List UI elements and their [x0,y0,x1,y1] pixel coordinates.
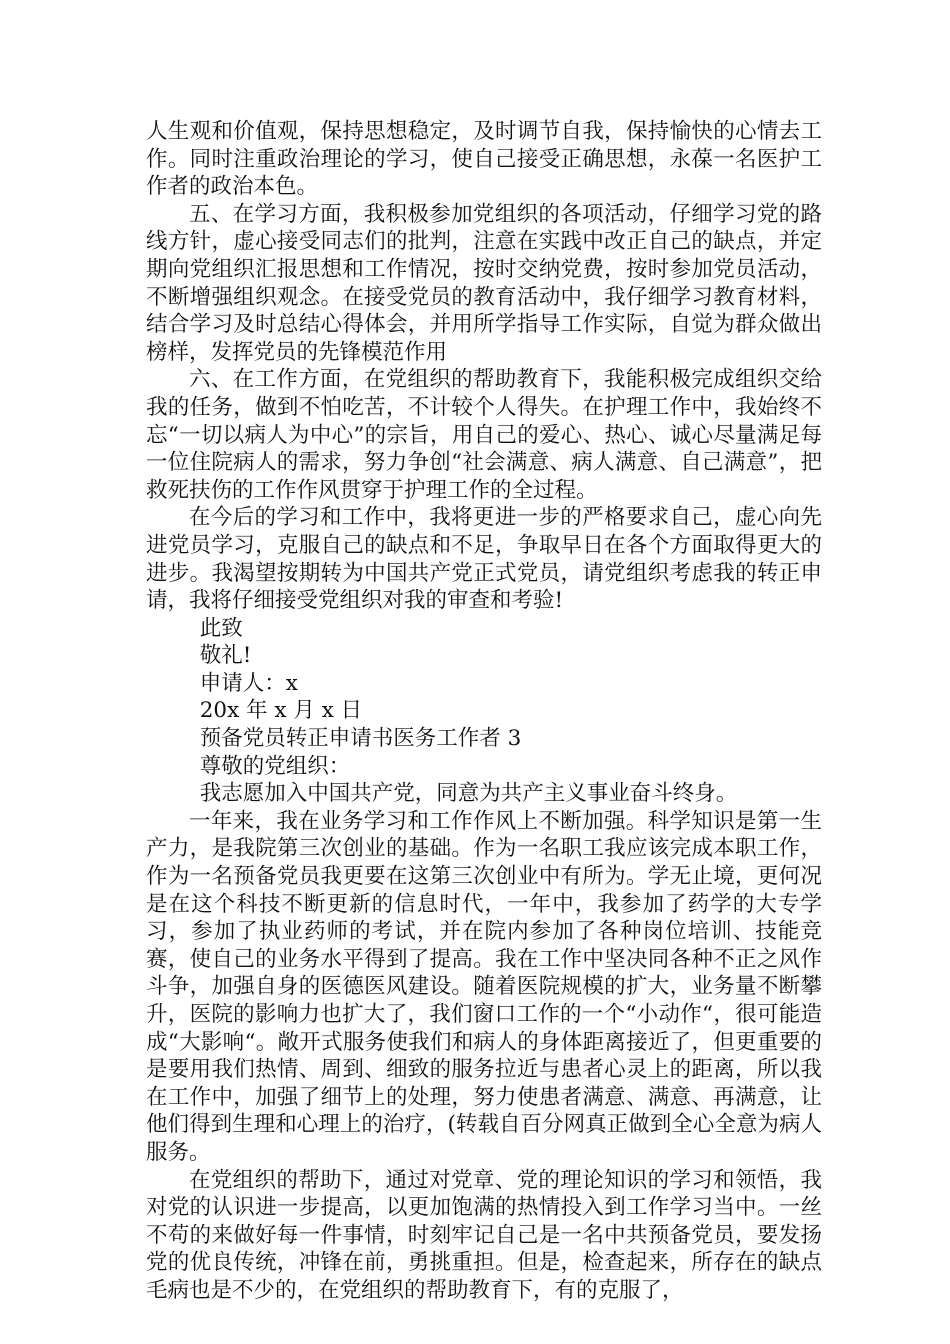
paragraph-year-review: 一年来，我在业务学习和工作作风上不断加强。科学知识是第一生产力，是我院第三次创业的基础。作为一名职工我应该完成本职工作，作为一名预备党员我更要在这第三次创业中有所为。学无止境，更何况是在这个科技不断更新的信息时代，一年中，我参加了药学的大专学习，参加了执业药师的考试，并在院内参加了各种岗位培训、技能竞赛，使自己的业务水平得到了提高。我在工作中坚决同各种不正之风作斗争，加强自身的医德医风建设。随着医院规模的扩大，业务量不断攀升，医院的影响力也扩大了，我们窗口工作的一个“小动作“，很可能造成“大影响“。敞开式服务使我们和病人的身体距离接近了，但更重要的是要用我们热情、周到、细致的服务拉近与患者心灵上的距离，所以我在工作中，加强了细节上的处理，努力使患者满意、满意、再满意，让他们得到生理和心理上的治疗，(转载自百分网真正做到全心全意为病人服务。 [146,808,822,1165]
paragraph-work: 六、在工作方面，在党组织的帮助教育下，我能积极完成组织交给我的任务，做到不怕吃苦，不计较个人得失。在护理工作中，我始终不忘“一切以病人为中心”的宗旨，用自己的爱心、热心、诚心尽量满足每一位住院病人的需求，努力争创“社会满意、病人满意、自己满意”，把救死扶伤的工作作风贯穿于护理工作的全过程。 [146,367,822,503]
applicant-line: 申请人：x [199,670,298,696]
paragraph-party-study: 在党组织的帮助下，通过对党章、党的理论知识的学习和领悟，我对党的认识进一步提高，以更加饱满的热情投入到工作学习当中。一丝不苟的来做好每一件事情，时刻牢记自己是一名中共预备党员，要发扬党的优良传统，冲锋在前，勇挑重担。但是，检查起来，所存在的缺点毛病也是不少的，在党组织的帮助教育下，有的克服了， [146,1167,822,1303]
section-title: 预备党员转正申请书医务工作者 3 [199,726,522,752]
closing-greeting: 此致 [199,615,243,641]
paragraph-study: 五、在学习方面，我积极参加党组织的各项活动，仔细学习党的路线方针，虚心接受同志们的批判，注意在实践中改正自己的缺点，并定期向党组织汇报思想和工作情况，按时交纳党费，按时参加党员活动，不断增强组织观念。在接受党员的教育活动中，我仔细学习教育材料，结合学习及时总结心得体会，并用所学指导工作实际，自觉为群众做出榜样，发挥党员的先锋模范作用 [146,201,822,365]
salutation: 尊敬的党组织： [199,753,351,779]
date-line: 20x 年 x 月 x 日 [199,698,363,724]
paragraph-future: 在今后的学习和工作中，我将更进一步的严格要求自己，虚心向先进党员学习，克服自己的缺点和不足，争取早日在各个方面取得更大的进步。我渴望按期转为中国共产党正式党员，请党组织考虑我的转正申请，我将仔细接受党组织对我的审查和考验! [146,505,822,614]
closing-salute: 敬礼! [199,643,252,669]
paragraph-values: 人生观和价值观，保持思想稳定，及时调节自我，保持愉快的心情去工作。同时注重政治理论的学习，使自己接受正确思想，永葆一名医护工作者的政治本色。 [146,119,822,200]
document-page [146,118,822,1305]
paragraph-pledge: 我志愿加入中国共产党，同意为共产主义事业奋斗终身。 [199,781,738,807]
